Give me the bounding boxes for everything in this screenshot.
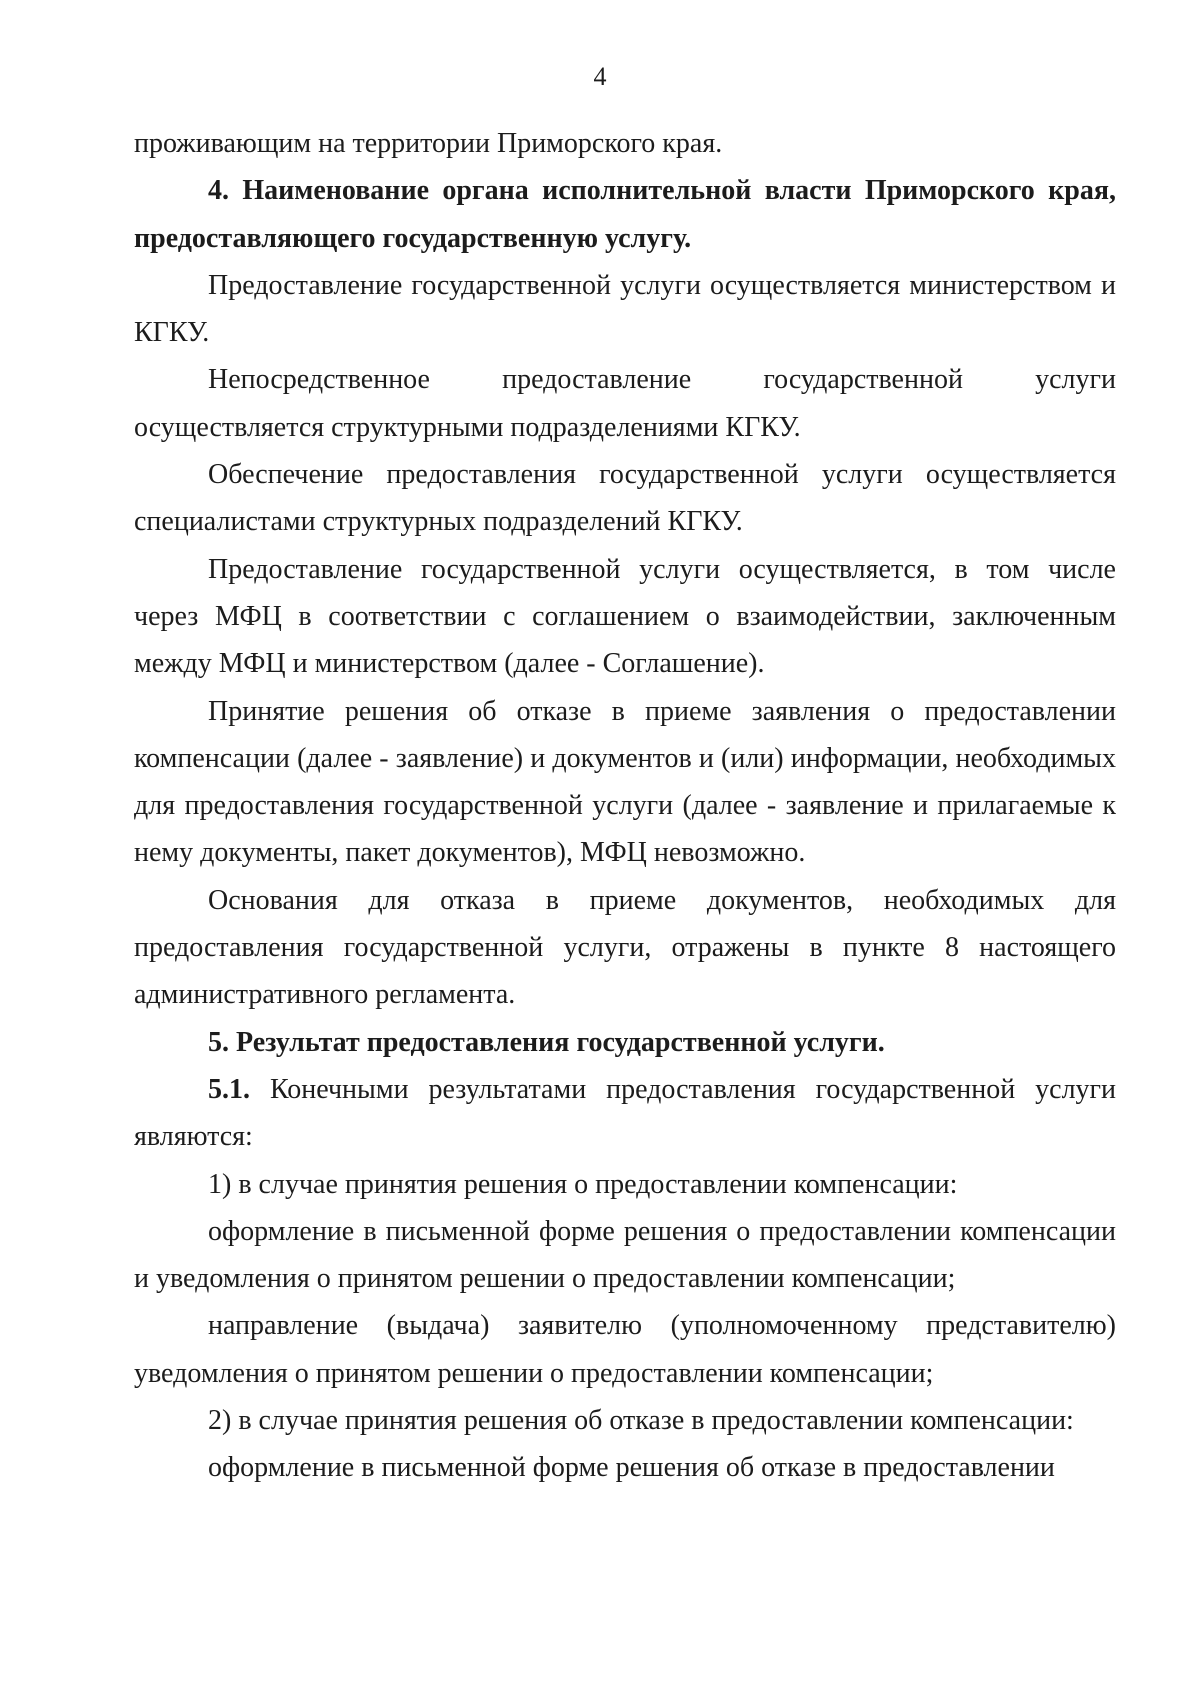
paragraph: Обеспечение предоставления государственной услуги осуществляется специалистами структурных подразделений КГКУ. [134, 459, 1116, 538]
list-item: оформление в письменной форме решения о предоставлении компенсации и уведомления о принятом решении о предоставлении компенсации; [134, 1215, 1116, 1295]
section-heading-4: 4. Наименование органа исполнительной власти Приморского края, предоставляющего государственную услугу. [134, 175, 1116, 254]
section-heading-5: 5. Результат предоставления государственной услуги. [208, 1026, 885, 1058]
paragraph: Непосредственное предоставление государственной услуги осуществляется структурными подразделениями КГКУ. [134, 364, 1116, 443]
paragraph: Принятие решения об отказе в приеме заявления о предоставлении компенсации (далее - заявление) и документов и (или) информации, необходимых для предоставления государственной услуги (далее - заявление и прилагаемые к нему документы, пакет документов), МФЦ невозможно. [134, 695, 1116, 869]
page-number: 4 [593, 62, 607, 91]
document-body [134, 120, 1116, 1492]
list-item: 2) в случае принятия решения об отказе в предоставлении компенсации: [208, 1405, 1074, 1437]
list-item: оформление в письменной форме решения об отказе в предоставлении [208, 1452, 1055, 1484]
list-item: 1) в случае принятия решения о предоставлении компенсации: [208, 1168, 958, 1200]
clause-5-1 [134, 1066, 1116, 1161]
paragraph: Предоставление государственной услуги осуществляется, в том числе через МФЦ в соответствии с соглашением о взаимодействии, заключенным между МФЦ и министерством (далее - Соглашение). [134, 553, 1116, 680]
list-item: направление (выдача) заявителю (уполномоченному представителю) уведомления о принятом решении о предоставлении компенсации; [134, 1310, 1116, 1389]
clause-text: Конечными результатами предоставления государственной услуги являются: [134, 1073, 1117, 1153]
paragraph: Основания для отказа в приеме документов, необходимых для предоставления государственной услуги, отражены в пункте 8 настоящего административного регламента. [134, 884, 1116, 1011]
paragraph: Предоставление государственной услуги осуществляется министерством и КГКУ. [134, 269, 1116, 349]
paragraph-continuation: проживающим на территории Приморского края. [134, 128, 723, 159]
clause-number: 5.1. [208, 1073, 250, 1105]
